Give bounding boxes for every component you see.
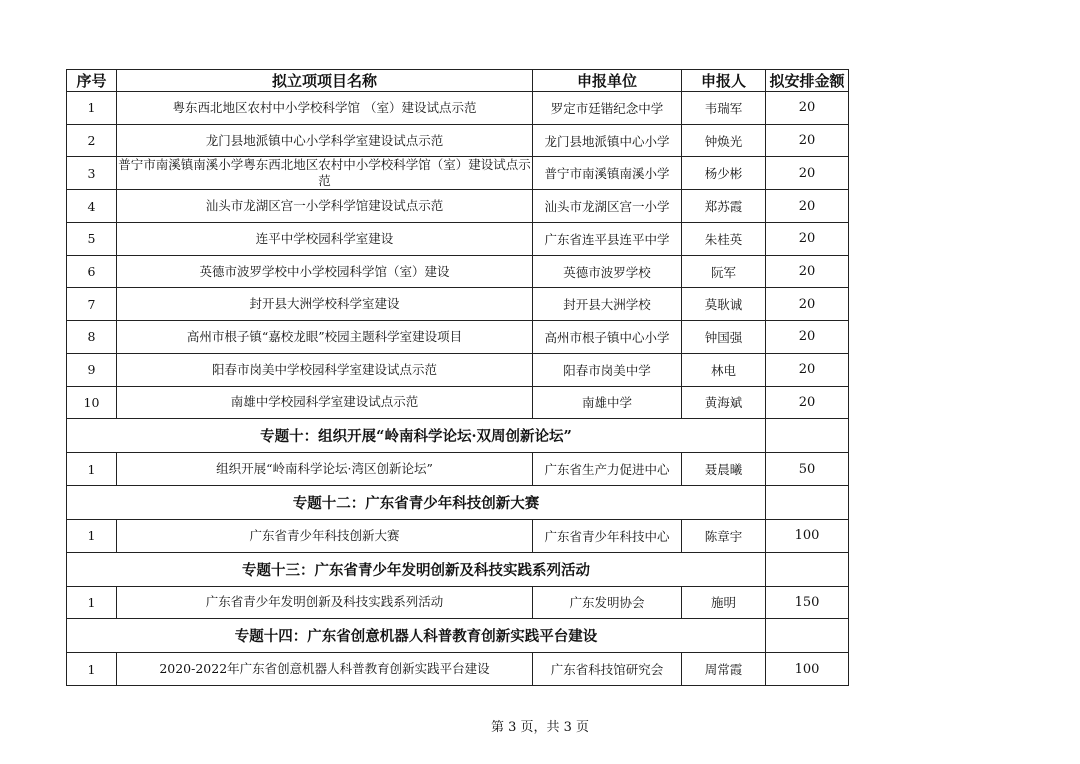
applicant-person: 黄海斌 <box>682 386 766 419</box>
funding-amount: 20 <box>766 223 849 256</box>
applicant-unit: 英德市波罗学校 <box>533 255 682 288</box>
section-blank-cell <box>766 419 849 453</box>
project-name: 阳春市岗美中学校园科学室建设试点示范 <box>117 353 533 386</box>
table-row <box>67 223 849 256</box>
row-number: 1 <box>67 453 117 486</box>
funding-amount: 20 <box>766 124 849 157</box>
applicant-person: 杨少彬 <box>682 157 766 190</box>
header-no: 序号 <box>67 70 117 92</box>
applicant-person: 陈章宇 <box>682 519 766 552</box>
funding-amount: 20 <box>766 386 849 419</box>
project-name: 组织开展“岭南科学论坛·湾区创新论坛” <box>117 453 533 486</box>
applicant-unit: 高州市根子镇中心小学 <box>533 321 682 354</box>
funding-amount: 20 <box>766 157 849 190</box>
row-number: 10 <box>67 386 117 419</box>
header-amount: 拟安排金额 <box>766 70 849 92</box>
applicant-unit: 广东省科技馆研究会 <box>533 653 682 686</box>
section-row <box>67 552 849 586</box>
applicant-unit: 广东发明协会 <box>533 586 682 619</box>
table-row <box>67 586 849 619</box>
applicant-unit: 封开县大洲学校 <box>533 288 682 321</box>
project-name: 广东省青少年科技创新大赛 <box>117 519 533 552</box>
row-number: 2 <box>67 124 117 157</box>
funding-amount: 20 <box>766 255 849 288</box>
funding-amount: 100 <box>766 519 849 552</box>
row-number: 8 <box>67 321 117 354</box>
header-person: 申报人 <box>682 70 766 92</box>
row-number: 6 <box>67 255 117 288</box>
table-row <box>67 386 849 419</box>
applicant-person: 朱桂英 <box>682 223 766 256</box>
table-row <box>67 157 849 190</box>
section-title: 专题十：组织开展“岭南科学论坛·双周创新论坛” <box>67 419 766 453</box>
applicant-unit: 罗定市廷锴纪念中学 <box>533 92 682 125</box>
project-name: 2020-2022年广东省创意机器人科普教育创新实践平台建设 <box>117 653 533 686</box>
project-name: 龙门县地派镇中心小学科学室建设试点示范 <box>117 124 533 157</box>
funding-amount: 20 <box>766 92 849 125</box>
applicant-person: 郑苏霞 <box>682 190 766 223</box>
applicant-unit: 南雄中学 <box>533 386 682 419</box>
applicant-unit: 广东省青少年科技中心 <box>533 519 682 552</box>
section-blank-cell <box>766 619 849 653</box>
applicant-person: 林电 <box>682 353 766 386</box>
project-name: 普宁市南溪镇南溪小学粤东西北地区农村中小学校科学馆（室）建设试点示范 <box>118 157 531 189</box>
applicant-person: 韦瑞军 <box>682 92 766 125</box>
header-unit: 申报单位 <box>533 70 682 92</box>
section-row <box>67 419 849 453</box>
project-name: 粤东西北地区农村中小学校科学馆 （室）建设试点示范 <box>117 92 533 125</box>
project-name: 高州市根子镇“嘉校龙眼”校园主题科学室建设项目 <box>117 321 533 354</box>
project-name: 南雄中学校园科学室建设试点示范 <box>117 386 533 419</box>
row-number: 1 <box>67 92 117 125</box>
row-number: 9 <box>67 353 117 386</box>
row-number: 7 <box>67 288 117 321</box>
applicant-unit: 广东省连平县连平中学 <box>533 223 682 256</box>
row-number: 1 <box>67 586 117 619</box>
section-blank-cell <box>766 552 849 586</box>
applicant-person: 莫耿诚 <box>682 288 766 321</box>
funding-amount: 20 <box>766 190 849 223</box>
table-row <box>67 453 849 486</box>
funding-amount: 100 <box>766 653 849 686</box>
applicant-unit: 广东省生产力促进中心 <box>533 453 682 486</box>
table-body <box>67 92 849 686</box>
section-title: 专题十三：广东省青少年发明创新及科技实践系列活动 <box>67 552 766 586</box>
applicant-unit: 龙门县地派镇中心小学 <box>533 124 682 157</box>
table-row <box>67 190 849 223</box>
table-row <box>67 353 849 386</box>
project-name: 广东省青少年发明创新及科技实践系列活动 <box>117 586 533 619</box>
funding-amount: 20 <box>766 288 849 321</box>
row-number: 4 <box>67 190 117 223</box>
section-blank-cell <box>766 485 849 519</box>
funding-table <box>66 69 849 686</box>
project-name: 封开县大洲学校科学室建设 <box>117 288 533 321</box>
section-title: 专题十四：广东省创意机器人科普教育创新实践平台建设 <box>67 619 766 653</box>
table-row <box>67 321 849 354</box>
header-row <box>67 70 849 92</box>
funding-amount: 20 <box>766 353 849 386</box>
header-project-name: 拟立项项目名称 <box>117 70 533 92</box>
project-name: 英德市波罗学校中小学校园科学馆（室）建设 <box>117 255 533 288</box>
table-row <box>67 288 849 321</box>
funding-amount: 50 <box>766 453 849 486</box>
section-row <box>67 485 849 519</box>
table-row <box>67 124 849 157</box>
row-number: 1 <box>67 519 117 552</box>
applicant-unit: 阳春市岗美中学 <box>533 353 682 386</box>
funding-amount: 20 <box>766 321 849 354</box>
applicant-person: 周常霞 <box>682 653 766 686</box>
table-row <box>67 255 849 288</box>
applicant-unit: 普宁市南溪镇南溪小学 <box>533 157 682 190</box>
applicant-person: 阮军 <box>682 255 766 288</box>
section-title: 专题十二：广东省青少年科技创新大赛 <box>67 485 766 519</box>
funding-amount: 150 <box>766 586 849 619</box>
applicant-person: 聂晨曦 <box>682 453 766 486</box>
table-row <box>67 653 849 686</box>
row-number: 3 <box>67 157 117 190</box>
applicant-person: 钟焕光 <box>682 124 766 157</box>
applicant-unit: 汕头市龙湖区宫一小学 <box>533 190 682 223</box>
project-name: 连平中学校园科学室建设 <box>117 223 533 256</box>
table-row <box>67 92 849 125</box>
applicant-person: 施明 <box>682 586 766 619</box>
table-row <box>67 519 849 552</box>
section-row <box>67 619 849 653</box>
page-footer: 第 3 页，共 3 页 <box>490 720 590 735</box>
project-name: 汕头市龙湖区宫一小学科学馆建设试点示范 <box>117 190 533 223</box>
applicant-person: 钟国强 <box>682 321 766 354</box>
row-number: 1 <box>67 653 117 686</box>
row-number: 5 <box>67 223 117 256</box>
